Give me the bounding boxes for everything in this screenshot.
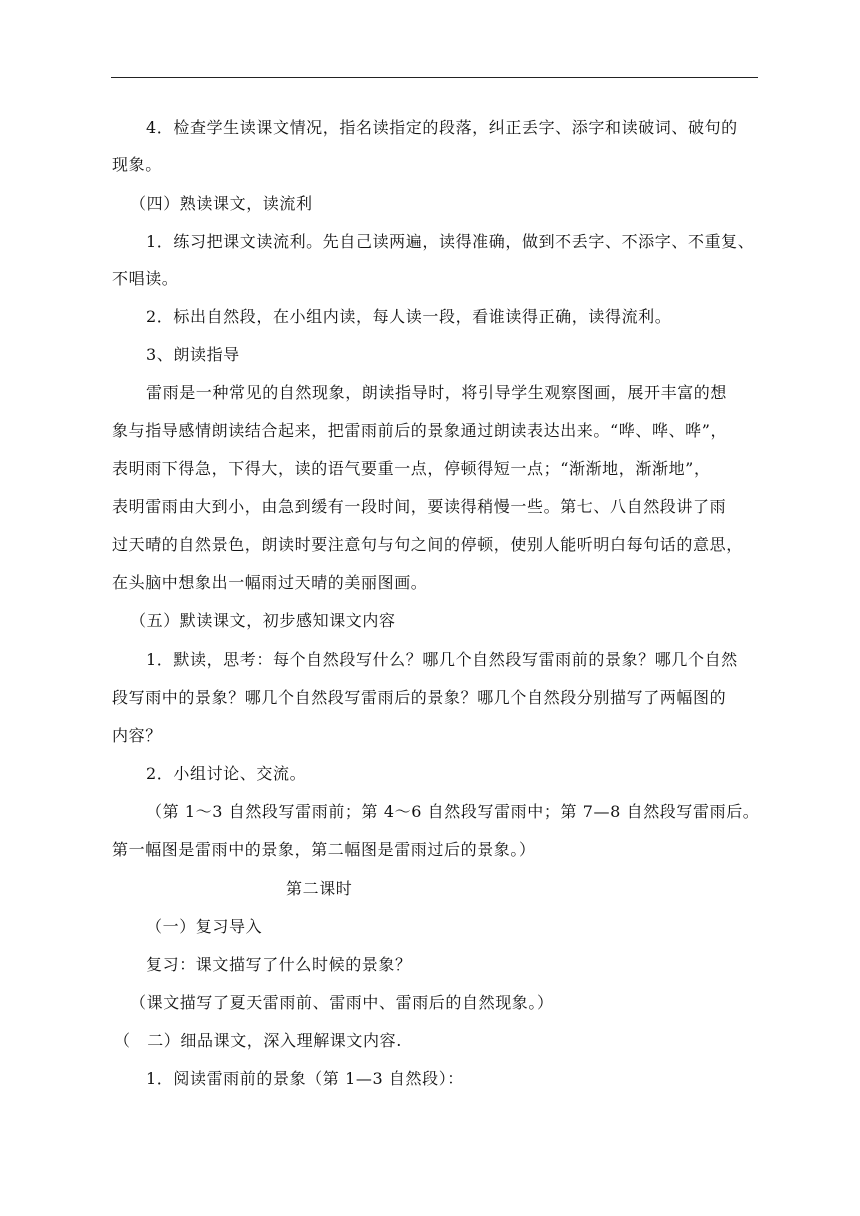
lesson-title: 第二课时	[286, 879, 353, 898]
text-line: 2．标出自然段，在小组内读，每人读一段，看谁读得正确，读得流利。	[146, 307, 672, 326]
text-line: 内容？	[112, 726, 162, 745]
text-line: 段写雨中的景象？哪几个自然段写雷雨后的景象？哪几个自然段分别描写了两幅图的	[112, 688, 727, 707]
text-line: （第 1～3 自然段写雷雨前；第 4～6 自然段写雷雨中；第 7—8 自然段写雷雨后。	[146, 802, 760, 821]
text-line: 过天晴的自然景色，朗读时要注意句与句之间的停顿，使别人能听明白每句话的意思，	[112, 535, 743, 554]
section-heading: （ 二）细品课文，深入理解课文内容.	[114, 1031, 402, 1050]
header-rule	[111, 77, 758, 78]
section-heading: （五）默读课文，初步感知课文内容	[130, 611, 396, 630]
text-line: 第一幅图是雷雨中的景象，第二幅图是雷雨过后的景象。）	[112, 840, 536, 859]
text-line: 3、朗读指导	[146, 345, 240, 364]
text-line: 1．练习把课文读流利。先自己读两遍，读得准确，做到不丢字、不添字、不重复、	[146, 232, 755, 251]
section-heading: （一）复习导入	[146, 917, 263, 936]
text-line: 1．阅读雷雨前的景象（第 1—3 自然段）：	[146, 1069, 464, 1088]
text-line: 表明雨下得急，下得大，读的语气要重一点，停顿得短一点；“渐渐地，渐渐地”，	[112, 459, 711, 478]
text-line: 雷雨是一种常见的自然现象，朗读指导时，将引导学生观察图画，展开丰富的想	[146, 383, 728, 402]
text-line: 2．小组讨论、交流。	[146, 764, 307, 783]
text-line: 表明雷雨由大到小，由急到缓有一段时间，要读得稍慢一些。第七、八自然段讲了雨	[112, 497, 727, 516]
text-line: （课文描写了夏天雷雨前、雷雨中、雷雨后的自然现象。）	[130, 993, 554, 1012]
text-line: 象与指导感情朗读结合起来，把雷雨前后的景象通过朗读表达出来。“哗、哗、哗”，	[112, 421, 728, 440]
text-line: 现象。	[112, 155, 162, 174]
text-line: 1．默读，思考：每个自然段写什么？哪几个自然段写雷雨前的景象？哪几个自然	[146, 650, 738, 669]
text-line: 不唱读。	[112, 269, 179, 288]
text-line: 在头脑中想象出一幅雨过天晴的美丽图画。	[112, 573, 428, 592]
section-heading: （四）熟读课文，读流利	[130, 194, 313, 213]
text-line: 4．检查学生读课文情况，指名读指定的段落，纠正丢字、添字和读破词、破句的	[146, 118, 738, 137]
text-line: 复习：课文描写了什么时候的景象？	[146, 955, 412, 974]
